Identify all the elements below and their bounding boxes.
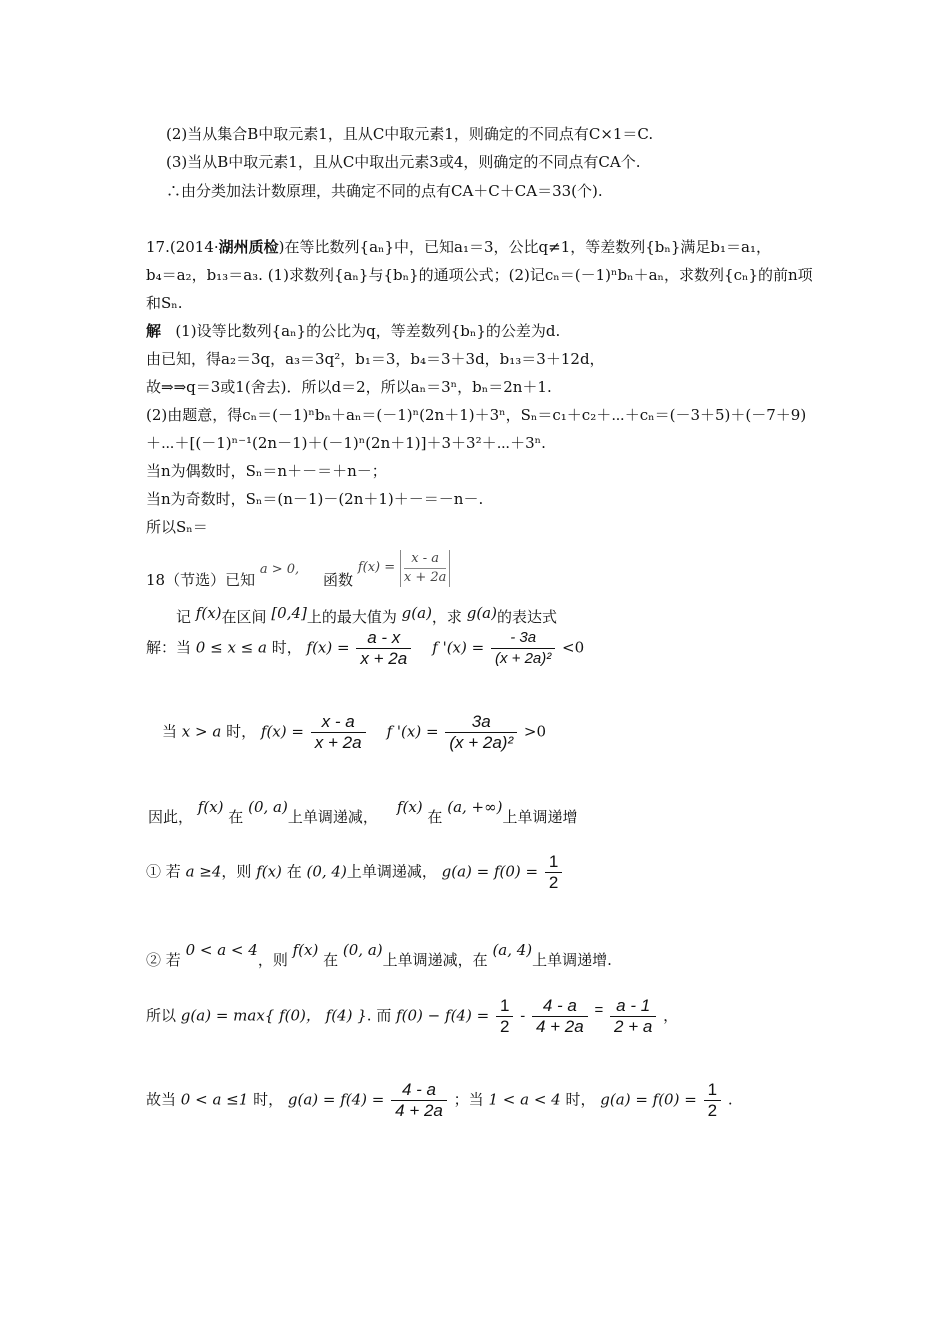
solution-label: 解 <box>146 322 162 340</box>
math-condition: 1 < a < 4 <box>488 1090 561 1109</box>
question-source: 湖州质检 <box>218 238 279 256</box>
text: 记 <box>176 608 192 626</box>
fraction-denominator: 4 + 2a <box>535 1017 584 1036</box>
text-line: 所以Sₙ＝ <box>146 518 208 536</box>
text-line: 故⇒⇒q＝3或1(舍去)．所以d＝2，所以aₙ＝3ⁿ，bₙ＝2n＋1. <box>146 378 552 396</box>
text-line: (2)由题意，得cₙ＝(－1)ⁿbₙ＋aₙ＝(－1)ⁿ(2n＋1)＋3ⁿ，Sₙ＝c₁＋c₂＋⋯＋cₙ＝(－3＋5)＋(－7＋9) <box>146 406 807 424</box>
abs-fraction <box>400 550 451 587</box>
math-interval: (a, 4) <box>492 941 533 959</box>
math-condition: 0 ≤ x ≤ a <box>195 638 267 657</box>
fraction <box>311 712 366 753</box>
fraction-numerator: a - x <box>356 628 411 649</box>
text: 在 <box>323 951 339 969</box>
text-line: (3)当从B中取元素1，且从C中取出元素3或4，则确定的不同点有CA个. <box>166 153 641 171</box>
math-expr: g(a) = max{ f(0)， f(4) } <box>180 1006 367 1025</box>
math-expr: f(x) = <box>260 722 304 741</box>
math-condition: 0 < a ≤1 <box>180 1090 249 1109</box>
function-name: f(x) = <box>357 560 396 575</box>
text: 时， <box>253 1090 284 1109</box>
fraction-denominator: 2 <box>707 1101 718 1120</box>
text: 上单调递减， <box>287 808 378 826</box>
question-number: 17.(2014· <box>146 238 219 256</box>
math-expr: g(a) = f(0) = <box>600 1090 697 1109</box>
text: 故当 <box>146 1090 177 1109</box>
fraction-numerator: a - 1 <box>610 996 656 1017</box>
question-18-line <box>146 548 450 600</box>
math-interval: (0, 4) <box>306 862 347 881</box>
question-18-prefix: 18（节选）已知 <box>146 571 256 589</box>
text: 的表达式 <box>496 608 557 626</box>
text-line: (2)当从集合B中取元素1，且从C中取元素1，则确定的不同点有C×1＝C. <box>166 125 654 143</box>
text: ② 若 <box>146 951 181 969</box>
fraction <box>610 996 656 1037</box>
fraction-numerator: 4 - a <box>532 996 588 1017</box>
text: ，则 <box>221 862 252 881</box>
text: 在区间 <box>221 608 267 626</box>
math-expr: f(x) = <box>306 638 350 657</box>
math-condition: x > a <box>181 722 222 741</box>
condition: a > 0, <box>259 562 300 577</box>
solution-case-2 <box>162 712 546 753</box>
monotonicity-line <box>148 792 577 832</box>
text: 时， <box>226 722 257 741</box>
text: 在 <box>228 808 244 826</box>
text: 在 <box>286 862 302 881</box>
text: 上的最大值为 <box>306 608 397 626</box>
fraction-denominator: x + 2a <box>314 733 362 752</box>
text: 因此， <box>148 808 194 826</box>
final-conclusion <box>146 1080 733 1121</box>
fraction-denominator: (x + 2a)² <box>494 650 552 667</box>
math-expr: f(x) <box>195 604 222 622</box>
text-line: 当n为偶数时，Sₙ＝n＋－＝＋n－； <box>146 462 387 480</box>
fraction <box>491 628 555 669</box>
text: 时， <box>565 1090 596 1109</box>
fraction <box>391 1080 447 1121</box>
operator: = <box>594 1001 604 1019</box>
text: ，求 <box>431 608 462 626</box>
text: 解：当 <box>146 638 192 657</box>
fraction-denominator: 2 <box>548 873 559 892</box>
text-line: 由已知，得a₂＝3q，a₃＝3q²，b₁＝3，b₄＝3＋3d，b₁₃＝3＋12d， <box>146 350 605 368</box>
math-expr: f(x) <box>256 862 282 881</box>
text-line: 当n为奇数时，Sₙ＝(n－1)－(2n＋1)＋－＝－n－. <box>146 490 484 508</box>
fraction-numerator: x - a <box>311 712 366 733</box>
text: ① 若 <box>146 862 181 881</box>
math-expr: g(a) <box>401 604 432 622</box>
fraction-numerator: - 3a <box>491 628 555 649</box>
question-text: )在等比数列{aₙ}中，已知a₁＝3，公比q≠1，等差数列{bₙ}满足b₁＝a₁， <box>278 238 772 256</box>
math-expr: f '(x) = <box>386 722 439 741</box>
text-line: b₄＝a₂，b₁₃＝a₃. (1)求数列{aₙ}与{bₙ}的通项公式；(2)记cₙ＝(－1)ⁿbₙ＋aₙ，求数列{cₙ}的前n项 <box>146 266 813 284</box>
math-interval: (0, a) <box>342 941 383 959</box>
fraction-numerator: 1 <box>545 852 562 873</box>
question-18-task <box>176 600 557 630</box>
text: 时， <box>271 638 302 657</box>
text: 当 <box>162 722 178 741</box>
math-expr: f(0) − f(4) = <box>396 1006 490 1025</box>
text: 所以 <box>146 1006 177 1025</box>
math-interval: (a, +∞) <box>447 798 503 816</box>
math-expr: g(a) = f(4) = <box>287 1090 385 1109</box>
text: 上单调递减， <box>346 862 437 881</box>
text: 上单调递增 <box>502 808 578 826</box>
fraction-numerator: 4 - a <box>391 1080 447 1101</box>
math-expr: g(a) <box>466 604 497 622</box>
text: 在 <box>427 808 443 826</box>
text: ；当 <box>453 1090 484 1109</box>
math-expr: f(x) <box>292 941 319 959</box>
math-interval: (0, a) <box>248 798 288 816</box>
math-condition: 0 < a < 4 <box>185 941 258 959</box>
function-label: 函数 <box>323 571 354 589</box>
text: 上单调递减，在 <box>382 951 488 969</box>
fraction-numerator: x - a <box>404 550 447 569</box>
text: ， <box>663 1006 679 1025</box>
text: . 而 <box>366 1006 392 1025</box>
fraction <box>496 996 513 1037</box>
fraction-denominator: (x + 2a)² <box>449 733 514 752</box>
fraction <box>532 996 588 1037</box>
solution-case-1 <box>146 628 584 669</box>
text: ，则 <box>257 951 288 969</box>
fraction <box>445 712 517 753</box>
math-expr: f '(x) = <box>432 638 485 657</box>
text-line: ＋⋯＋[(－1)ⁿ⁻¹(2n－1)＋(－1)ⁿ(2n＋1)]＋3＋3²＋⋯＋3ⁿ. <box>146 434 546 452</box>
math-condition: a ≥4 <box>185 862 222 881</box>
question-17-line <box>146 237 771 257</box>
fraction-denominator: x + 2a <box>360 649 408 668</box>
text: 上单调递增. <box>532 951 612 969</box>
fraction-numerator: 1 <box>704 1080 721 1101</box>
math-expr: f(x) <box>396 798 423 816</box>
fraction <box>704 1080 721 1121</box>
fraction-denominator: x + 2a <box>403 570 447 585</box>
text: >0 <box>523 722 547 741</box>
fraction-denominator: 4 + 2a <box>395 1101 443 1120</box>
max-comparison <box>146 996 678 1037</box>
text-line: 和Sₙ. <box>146 294 183 312</box>
solution-line <box>146 321 560 341</box>
text: <0 <box>562 638 585 657</box>
case-a-ge-4 <box>146 852 564 893</box>
text-line: ∴由分类加法计数原理，共确定不同的点有CA＋C＋CA＝33(个). <box>166 182 603 200</box>
fraction-denominator: 2 + a <box>614 1017 653 1036</box>
case-a-lt-4 <box>146 935 612 975</box>
math-expr: f(x) <box>197 798 224 816</box>
operator: - <box>520 1007 526 1025</box>
math-expr: g(a) = f(0) = <box>441 862 539 881</box>
fraction <box>545 852 562 893</box>
fraction-numerator: 1 <box>496 996 513 1017</box>
solution-text: (1)设等比数列{aₙ}的公比为q，等差数列{bₙ}的公差为d. <box>175 322 561 340</box>
math-interval: [0,4] <box>271 604 307 622</box>
text: . <box>727 1090 733 1109</box>
fraction-denominator: 2 <box>499 1017 510 1036</box>
fraction-numerator: 3a <box>445 712 517 733</box>
fraction <box>356 628 411 669</box>
